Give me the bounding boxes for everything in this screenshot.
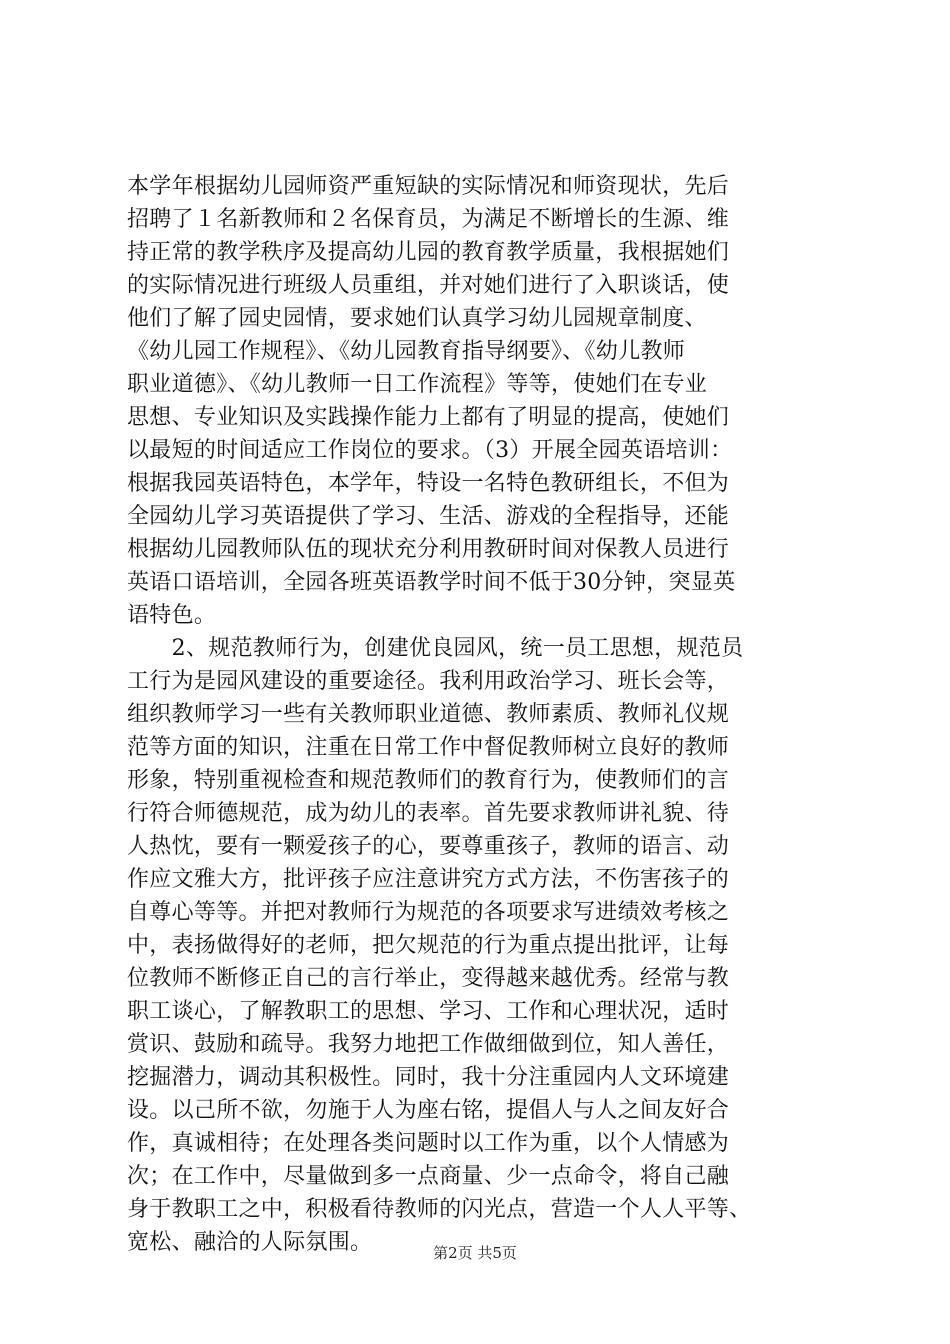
text-line: 赏识、鼓励和疏导。我努力地把工作做细做到位，知人善任， <box>127 1032 730 1057</box>
text-line: 组织教师学习一些有关教师职业道德、教师素质、教师礼仪规 <box>127 702 730 727</box>
text-line: 以最短的时间适应工作岗位的要求。（3）开展全园英语培训： <box>127 438 733 463</box>
text-line: 职工谈心，了解教职工的思想、学习、工作和心理状况，适时 <box>127 999 730 1024</box>
text-line: 作应文雅大方，批评孩子应注意讲究方式方法，不伤害孩子的 <box>127 867 730 892</box>
text-line: 语特色。 <box>127 603 217 628</box>
text-line: 根据幼儿园教师队伍的现状充分利用教研时间对保教人员进行 <box>127 537 730 562</box>
text-line: 位教师不断修正自己的言行举止，变得越来越优秀。经常与教 <box>127 966 730 991</box>
text-line: 身于教职工之中，积极看待教师的闪光点，营造一个人人平等、 <box>127 1197 752 1222</box>
text-line: 全园幼儿学习英语提供了学习、生活、游戏的全程指导，还能 <box>127 504 730 529</box>
text-line: 持正常的教学秩序及提高幼儿园的教育教学质量，我根据她们 <box>127 240 730 265</box>
text-line: 思想、专业知识及实践操作能力上都有了明显的提高，使她们 <box>127 405 730 430</box>
text-line: 本学年根据幼儿园师资严重短缺的实际情况和师资现状，先后 <box>127 174 730 199</box>
text-line: 根据我园英语特色，本学年，特设一名特色教研组长，不但为 <box>127 471 730 496</box>
document-body <box>127 170 829 1259</box>
text-line: 职业道德》、《幼儿教师一日工作流程》等等，使她们在专业 <box>127 372 708 397</box>
text-line: 作，真诚相待；在处理各类问题时以工作为重，以个人情感为 <box>127 1131 730 1156</box>
text-line: 范等方面的知识，注重在日常工作中督促教师树立良好的教师 <box>127 735 730 760</box>
text-line: 人热忱，要有一颗爱孩子的心，要尊重孩子，教师的语言、动 <box>127 834 730 859</box>
text-line: 中，表扬做得好的老师，把欠规范的行为重点提出批评，让每 <box>127 933 730 958</box>
text-line: 的实际情况进行班级人员重组，并对她们进行了入职谈话，使 <box>127 273 730 298</box>
text-line: 招聘了１名新教师和２名保育员，为满足不断增长的生源、维 <box>127 207 730 232</box>
text-line: 他们了解了园史园情，要求她们认真学习幼儿园规章制度、 <box>127 306 707 331</box>
text-line: 设。以己所不欲，勿施于人为座右铭，提倡人与人之间友好合 <box>127 1098 730 1123</box>
text-line: 行符合师德规范，成为幼儿的表率。首先要求教师讲礼貌、待 <box>127 801 730 826</box>
text-line: 次；在工作中，尽量做到多一点商量、少一点命令，将自己融 <box>127 1164 730 1189</box>
text-line: 《幼儿园工作规程》、《幼儿园教育指导纲要》、《幼儿教师 <box>127 339 686 364</box>
text-line: 宽松、融洽的人际氛围。 <box>127 1230 373 1255</box>
page-number-footer: 第2页 共5页 <box>433 1244 517 1262</box>
text-line: 形象，特别重视检查和规范教师们的教育行为，使教师们的言 <box>127 768 730 793</box>
text-line: 英语口语培训，全园各班英语教学时间不低于30分钟，突显英 <box>127 570 736 595</box>
text-line: 工行为是园风建设的重要途径。我利用政治学习、班长会等， <box>127 669 730 694</box>
text-line: 2、规范教师行为，创建优良园风，统一员工思想，规范员 <box>127 636 744 661</box>
text-line: 挖掘潜力，调动其积极性。同时，我十分注重园内人文环境建 <box>127 1065 730 1090</box>
text-line: 自尊心等等。并把对教师行为规范的各项要求写进绩效考核之 <box>127 900 730 925</box>
